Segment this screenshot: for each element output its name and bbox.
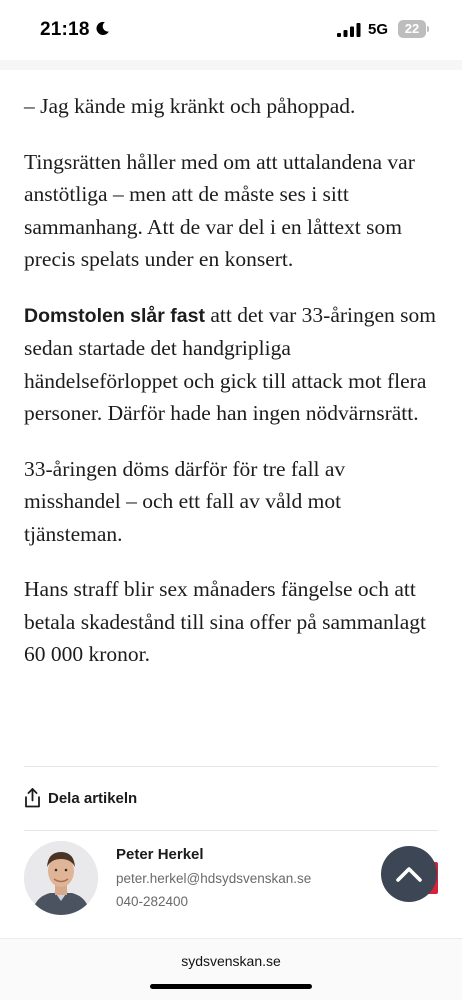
article-paragraph: – Jag kände mig kränkt och påhoppad. [24, 94, 356, 118]
status-time: 21:18 [40, 19, 90, 40]
home-indicator[interactable] [150, 984, 312, 989]
paragraph-lead: Domstolen slår fast [24, 304, 205, 327]
browser-bottom-bar [0, 938, 462, 1000]
header-shadow [0, 60, 462, 70]
divider [24, 766, 438, 767]
network-type: 5G [368, 21, 389, 38]
author-name: Peter Herkel [116, 846, 204, 863]
battery-icon [398, 20, 429, 38]
address-bar-url[interactable]: sydsvenskan.se [181, 953, 281, 969]
article-paragraph: Hans straff blir sex månaders fängelse och att betala skadestånd till sina offer på sammanlagt 60 000 kronor. [24, 577, 427, 666]
status-bar [0, 0, 462, 60]
battery-level: 22 [404, 21, 420, 36]
divider [24, 830, 438, 831]
signal-icon [337, 23, 361, 37]
author-photo [24, 841, 98, 915]
moon-icon [95, 21, 110, 36]
article-body [24, 90, 442, 694]
share-label: Dela artikeln [48, 789, 138, 807]
author-email[interactable]: peter.herkel@hdsydsvenskan.se [116, 871, 312, 886]
author-avatar[interactable] [24, 841, 98, 915]
share-icon [24, 788, 41, 808]
share-article-button[interactable] [24, 786, 137, 810]
author-card [24, 840, 438, 920]
article-paragraph: Domstolen slår fast att det var 33-åringen som sedan startade det handgripliga händelseförloppet och gick till attack mot flera personer. Därför hade han ingen nödvärnsrätt. [24, 302, 437, 425]
scroll-to-top-button[interactable] [381, 846, 437, 902]
article-paragraph: Tingsrätten håller med om att uttalandena var anstötliga – men att de måste ses i sitt sammanhang. Att de var del i en låttext som precis spelats under en konsert. [24, 149, 415, 271]
author-phone[interactable]: 040-282400 [116, 894, 189, 909]
article-paragraph: 33-åringen döms därför för tre fall av misshandel – och ett fall av våld mot tjänsteman. [24, 456, 346, 546]
chevron-up-icon [395, 865, 423, 883]
